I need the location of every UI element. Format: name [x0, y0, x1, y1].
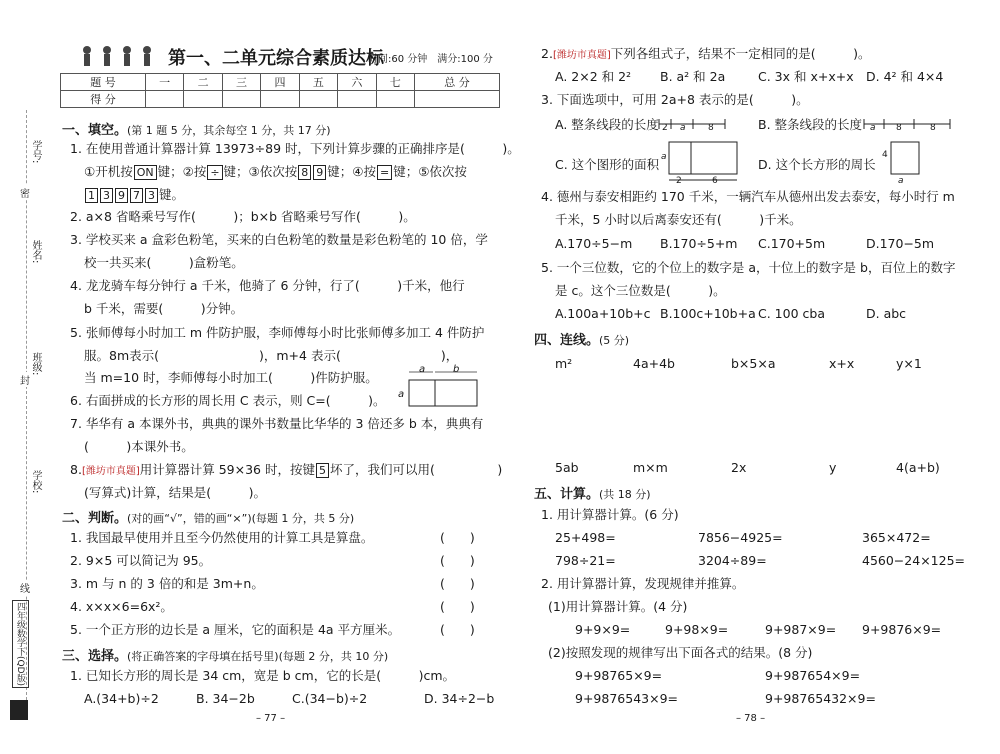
choice-q2 — [541, 46, 871, 64]
section-5-note: (共 18 分) — [599, 488, 651, 501]
choice-q5-option-b: B.100c+10b+a — [660, 306, 756, 321]
choice-q4-option-d: D.170−5m — [866, 236, 935, 251]
q2-number: 2. — [541, 46, 553, 61]
fill-q2: 2. a×8 省略乘号写作( )；b×b 省略乘号写作( )。 — [70, 209, 416, 224]
choice-q5-option-a: A.100a+10b+c — [555, 306, 651, 321]
key-equals: = — [377, 165, 392, 180]
section-1-title — [62, 119, 331, 138]
seg-a-label-2: 2 — [662, 123, 668, 133]
key-digit: 3 — [100, 188, 113, 203]
judge-answer-3[interactable]: ( ) — [440, 576, 475, 591]
section-2-title — [62, 507, 354, 526]
fill-q3-line1: 3. 学校买来 a 盒彩色粉笔，买来的白色粉笔的数量是彩色粉笔的 10 倍，学 — [70, 232, 488, 247]
fill-q5-line1: 5. 张师傅每小时加工 m 件防护服，李师傅每小时比张师傅多加工 4 件防护 — [70, 325, 485, 340]
judge-q1: 1. 我国最早使用并且至今仍然使用的计算工具是算盘。 — [70, 530, 374, 545]
rectangle-figure-q6 — [405, 368, 485, 408]
fill-q6: 6. 右面拼成的长方形的周长用 C 表示，则 C=( )。 — [70, 393, 386, 408]
match-top-item[interactable]: y×1 — [896, 356, 922, 371]
q2-text: 下列各组式子，结果不一定相同的是( )。 — [610, 46, 871, 61]
score-value-row — [61, 91, 500, 108]
judge-answer-1[interactable]: ( ) — [440, 530, 475, 545]
match-bottom-item[interactable]: m×m — [633, 460, 668, 475]
key-on: ON — [134, 165, 157, 180]
q8-text: 用计算器计算 59×36 时，按键 — [139, 462, 315, 477]
choice-q4-option-a: A.170÷5−m — [555, 236, 633, 251]
pattern-item: 9+9876543×9= — [575, 691, 678, 706]
area-figure-c — [663, 138, 743, 186]
score-header-cell: 三 — [222, 74, 260, 91]
choice-q2-option-c: C. 3x 和 x+x+x — [758, 69, 854, 84]
fill-q7-line1: 7. 华华有 a 本课外书，典典的课外书数量比华华的 3 倍还多 b 本，典典有 — [70, 416, 484, 431]
calc-q1: 1. 用计算器计算。(6 分) — [541, 507, 679, 522]
binding-feng: 封 — [20, 372, 30, 387]
choice-q3: 3. 下面选项中，可用 2a+8 表示的是( )。 — [541, 92, 809, 107]
choice-q4-option-c: C.170+5m — [758, 236, 826, 251]
page-title: 第一、二单元综合素质达标 — [168, 48, 384, 69]
pattern-item: 9+98×9= — [665, 622, 729, 637]
choice-q2-option-d: D. 4² 和 4×4 — [866, 69, 944, 84]
fill-q4-line1: 4. 龙龙骑车每分钟行 a 千米，他骑了 6 分钟，行了( )千米，他行 — [70, 278, 465, 293]
fill-q1-stem: 1. 在使用普通计算器计算 13973÷89 时，下列计算步骤的正确排序是( )。 — [70, 141, 520, 156]
sidebar-label-name: 姓名: — [30, 240, 41, 264]
rect-figure-d — [883, 138, 923, 180]
calc-item: 7856−4925= — [698, 530, 783, 545]
fill-q4-line2: b 千米，需要( )分钟。 — [84, 301, 244, 316]
score-input-cell[interactable] — [222, 91, 260, 108]
sidebar-label-class: 班级: — [30, 352, 41, 376]
logo-icon — [10, 700, 28, 720]
score-header-cell: 总 分 — [414, 74, 499, 91]
choice-q3-option-a: A. 整条线段的长度 — [555, 117, 659, 132]
area-label-a: a — [661, 152, 667, 162]
choice-q1-option-d: D. 34÷2−b — [424, 691, 495, 706]
score-header-cell: 题 号 — [61, 74, 146, 91]
fill-q5-line3: 当 m=10 时，李师傅每小时加工( )件防护服。 — [84, 370, 378, 385]
choice-q1-option-b: B. 34−2b — [196, 691, 255, 706]
step-text: 键。 — [159, 187, 185, 202]
pattern-item: 9+987654×9= — [765, 668, 861, 683]
score-table — [60, 73, 500, 108]
fill-q1-steps — [84, 164, 467, 180]
judge-answer-5[interactable]: ( ) — [440, 622, 475, 637]
q8-number: 8. — [70, 462, 82, 477]
choice-q3-option-b: B. 整条线段的长度 — [758, 117, 863, 132]
score-header-cell: 七 — [376, 74, 414, 91]
calc-q2-part2: (2)按照发现的规律写出下面各式的结果。(8 分) — [548, 645, 813, 660]
fill-q8-line1 — [70, 462, 502, 480]
key-divide: ÷ — [207, 165, 222, 180]
score-input-cell[interactable] — [414, 91, 499, 108]
match-bottom-item[interactable]: 5ab — [555, 460, 579, 475]
rect-d-label-a: a — [898, 176, 904, 186]
source-tag: [潍坊市真题] — [81, 466, 140, 477]
match-bottom-item[interactable]: y — [829, 460, 837, 475]
q8-text-2: 坏了，我们可以用( ) — [329, 462, 503, 477]
choice-q1-option-c: C.(34−b)÷2 — [292, 691, 368, 706]
key-9: 9 — [313, 165, 326, 180]
score-input-cell[interactable] — [338, 91, 376, 108]
step-text: ①开机按 — [84, 164, 133, 179]
calc-item: 3204÷89= — [698, 553, 767, 568]
seg-b-label-a: a — [870, 123, 876, 133]
pattern-item: 9+987×9= — [765, 622, 837, 637]
exam-meta: 时间:60 分钟 满分:100 分 — [368, 54, 493, 65]
pattern-item: 9+98765×9= — [575, 668, 663, 683]
seg-a-label-a: a — [680, 123, 686, 133]
key-digit: 9 — [115, 188, 128, 203]
calc-q2-part1: (1)用计算器计算。(4 分) — [548, 599, 688, 614]
choice-q2-option-a: A. 2×2 和 2² — [555, 69, 632, 84]
choice-q3-option-c: C. 这个图形的面积 — [555, 157, 660, 172]
score-input-cell[interactable] — [261, 91, 299, 108]
match-top-item[interactable]: m² — [555, 356, 573, 371]
judge-answer-4[interactable]: ( ) — [440, 599, 475, 614]
score-input-cell[interactable] — [184, 91, 222, 108]
score-header-cell: 六 — [338, 74, 376, 91]
key-digit: 7 — [130, 188, 143, 203]
judge-q2: 2. 9×5 可以简记为 95。 — [70, 553, 212, 568]
step-text: 键；②按 — [157, 164, 207, 179]
section-5-heading: 五、计算。 — [534, 487, 600, 502]
section-4-note: (5 分) — [599, 334, 630, 347]
pattern-item: 9+9×9= — [575, 622, 631, 637]
binding-mi: 密 — [20, 185, 30, 200]
pattern-item: 9+9876×9= — [862, 622, 942, 637]
calc-q2: 2. 用计算器计算，发现规律并推算。 — [541, 576, 745, 591]
choice-q5-option-c: C. 100 cba — [758, 306, 825, 321]
score-label-cell: 得 分 — [61, 91, 146, 108]
section-3-heading: 三、选择。 — [62, 649, 128, 664]
section-1-heading: 一、填空。 — [62, 123, 128, 138]
match-top-item[interactable]: x+x — [829, 356, 855, 371]
score-header-cell: 二 — [184, 74, 222, 91]
choice-q1-option-a: A.(34+b)÷2 — [84, 691, 159, 706]
score-header-cell: 五 — [299, 74, 337, 91]
choice-q2-option-b: B. a² 和 2a — [660, 69, 726, 84]
section-2-heading: 二、判断。 — [62, 511, 128, 526]
seg-b-label-8b: 8 — [930, 123, 936, 133]
choice-q4-option-b: B.170÷5+m — [660, 236, 738, 251]
match-bottom-item[interactable]: 2x — [731, 460, 747, 475]
step-text: 键；④按 — [327, 164, 376, 179]
fill-q7-line2: ( )本课外书。 — [84, 439, 194, 454]
seg-b-label-8: 8 — [896, 123, 902, 133]
page-number-right: – 78 – — [736, 713, 766, 724]
page-number-left: – 77 – — [256, 713, 286, 724]
match-bottom-item[interactable]: 4(a+b) — [896, 460, 940, 475]
source-tag: [潍坊市真题] — [552, 50, 611, 61]
book-label: 四年级数学下(QD版) — [12, 600, 29, 688]
judge-answer-2[interactable]: ( ) — [440, 553, 475, 568]
score-header-cell: 四 — [261, 74, 299, 91]
kids-decoration-icon — [75, 44, 165, 74]
calc-item: 798÷21= — [555, 553, 616, 568]
section-2-note: (对的画“√”，错的画“×”)(每题 1 分，共 5 分) — [127, 512, 355, 525]
match-top-item[interactable]: b×5×a — [731, 356, 776, 371]
rect-d-label-4: 4 — [882, 150, 888, 160]
sidebar-label-student-no: 学号: — [30, 140, 41, 164]
score-header-row — [61, 74, 500, 91]
calc-item: 4560−24×125= — [862, 553, 965, 568]
area-label-6: 6 — [712, 176, 718, 186]
section-4-title — [534, 329, 629, 348]
score-input-cell[interactable] — [376, 91, 414, 108]
section-3-title — [62, 645, 388, 664]
choice-q5-line2: 是 c。这个三位数是( )。 — [555, 283, 726, 298]
figure-label-a-side: a — [398, 389, 405, 400]
judge-q5: 5. 一个正方形的边长是 a 厘米，它的面积是 4a 平方厘米。 — [70, 622, 401, 637]
choice-q3-option-d: D. 这个长方形的周长 — [758, 157, 876, 172]
score-header-cell: 一 — [145, 74, 183, 91]
fill-q3-line2: 校一共买来( )盒粉笔。 — [84, 255, 244, 270]
fill-q1-keys — [84, 187, 184, 203]
score-input-cell[interactable] — [145, 91, 183, 108]
match-top-item[interactable]: 4a+4b — [633, 356, 675, 371]
judge-q4: 4. x×x×6=6x²。 — [70, 599, 173, 614]
calc-item: 25+498= — [555, 530, 616, 545]
choice-q1: 1. 已知长方形的周长是 34 cm，宽是 b cm，它的长是( )cm。 — [70, 668, 456, 683]
area-label-2: 2 — [676, 176, 682, 186]
score-input-cell[interactable] — [299, 91, 337, 108]
key-digit: 1 — [85, 188, 98, 203]
binding-xian: 线 — [20, 580, 30, 595]
seg-a-label-8: 8 — [708, 123, 714, 133]
choice-q5-line1: 5. 一个三位数，它的个位上的数字是 a，十位上的数字是 b，百位上的数字 — [541, 260, 956, 275]
choice-q4-line2: 千米，5 小时以后离泰安还有( )千米。 — [555, 212, 802, 227]
section-4-heading: 四、连线。 — [534, 333, 600, 348]
choice-q4-line1: 4. 德州与泰安相距约 170 千米，一辆汽车从德州出发去泰安，每小时行 m — [541, 189, 955, 204]
choice-q5-option-d: D. abc — [866, 306, 907, 321]
key-8: 8 — [298, 165, 311, 180]
sidebar-label-school: 学校: — [30, 470, 41, 494]
judge-q3: 3. m 与 n 的 3 倍的和是 3m+n。 — [70, 576, 264, 591]
pattern-item: 9+98765432×9= — [765, 691, 876, 706]
step-text: 键；③依次按 — [223, 164, 298, 179]
key-digit: 3 — [145, 188, 158, 203]
fill-q5-line2: 服。8m表示( )，m+4 表示( )， — [84, 348, 459, 363]
step-text: 键；⑤依次按 — [393, 164, 467, 179]
fill-q8-line2: (写算式)计算，结果是( )。 — [84, 485, 267, 500]
section-1-note: (第 1 题 5 分，其余每空 1 分，共 17 分) — [127, 124, 331, 137]
key-5: 5 — [316, 463, 329, 478]
section-3-note: (将正确答案的字母填在括号里)(每题 2 分，共 10 分) — [127, 650, 389, 663]
figure-label-a: a — [419, 364, 426, 375]
figure-label-b: b — [453, 364, 460, 375]
calc-item: 365×472= — [862, 530, 931, 545]
section-5-title — [534, 483, 651, 502]
